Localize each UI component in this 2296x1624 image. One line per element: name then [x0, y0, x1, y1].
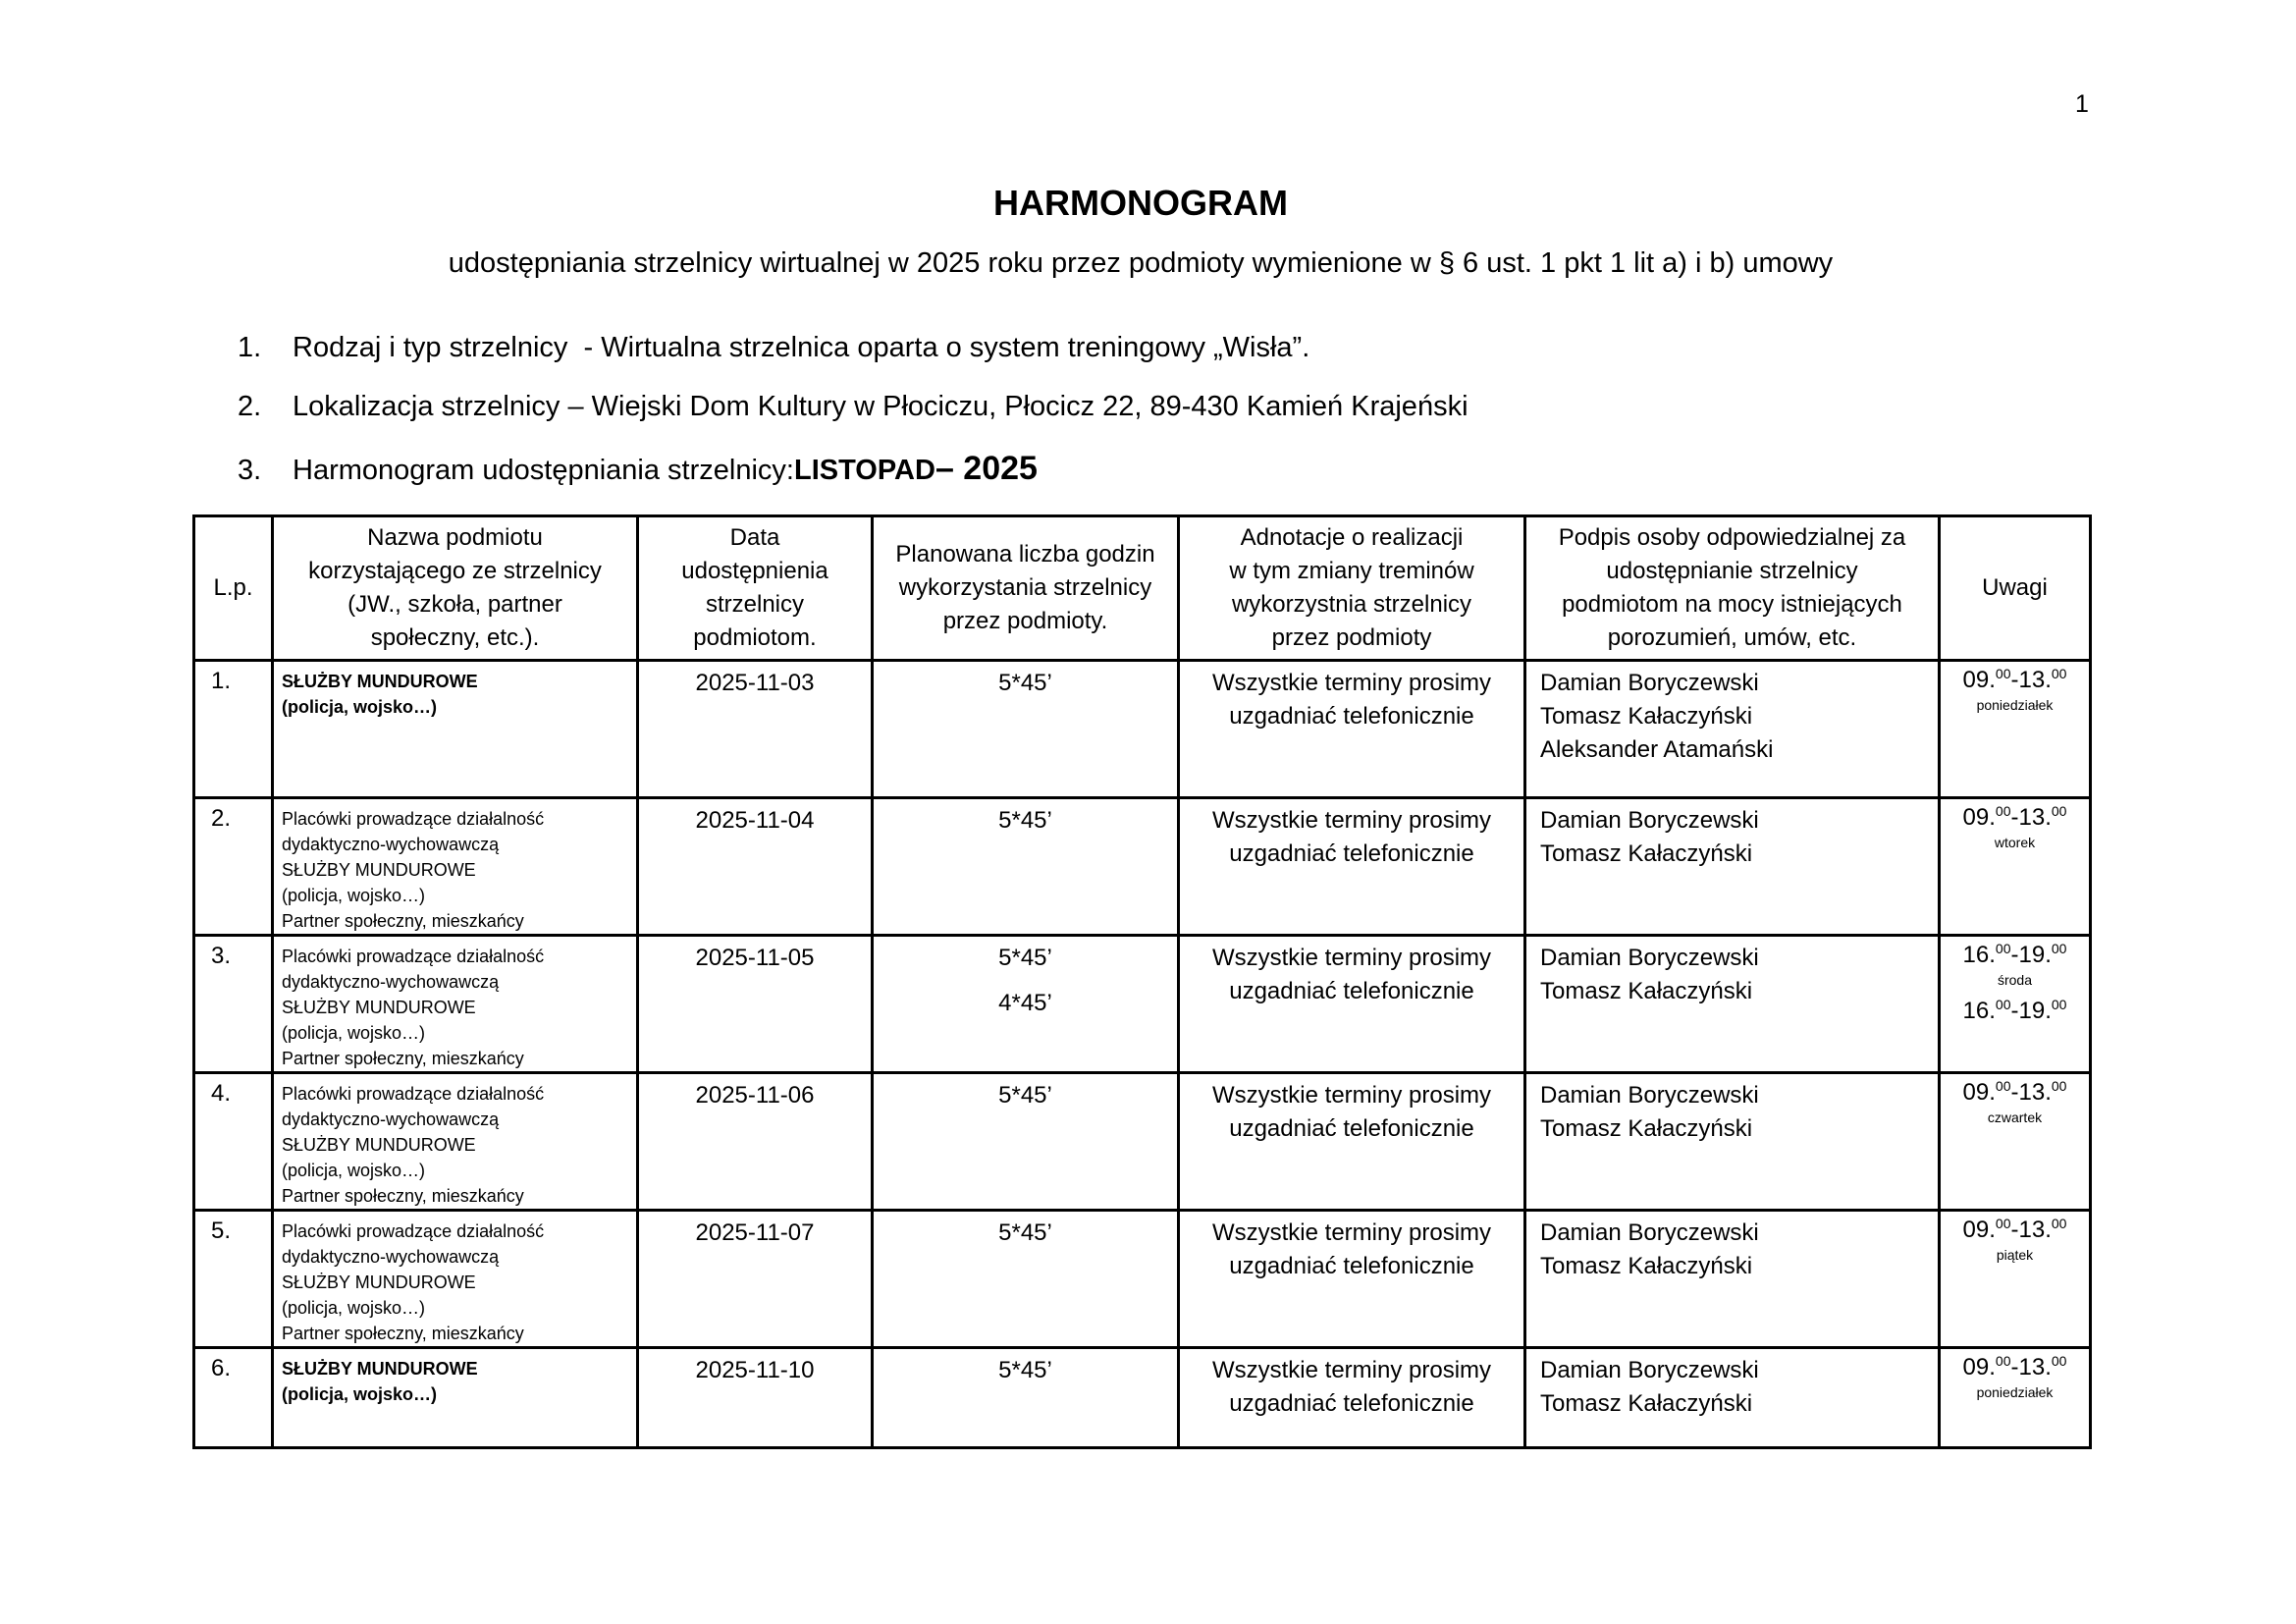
cell-annotations: [1179, 1073, 1525, 1211]
time-start-minutes: 00: [1995, 666, 2011, 681]
cell-planned-hours: [873, 1211, 1179, 1348]
time-end: -13.: [2010, 1217, 2052, 1243]
time-end-minutes: 00: [2051, 1353, 2067, 1369]
cell-subject: [273, 1211, 638, 1348]
subject-line: (policja, wojsko…): [282, 697, 438, 717]
cell-row-number: 3.: [194, 936, 273, 1073]
hours-value: 5*45’: [998, 1219, 1052, 1246]
cell-row-number: 4.: [194, 1073, 273, 1211]
subject-line: SŁUŻBY MUNDUROWE: [282, 998, 476, 1017]
time-start: 09.: [1962, 1079, 1996, 1106]
time-range: [1942, 942, 2088, 969]
cell-planned-hours: [873, 661, 1179, 798]
cell-remarks: [1940, 1073, 2091, 1211]
table-row: [194, 1073, 2091, 1211]
column-header: Podpis osoby odpowiedzialnej za udostępnianie strzelnicy podmiotom na mocy istniejących porozumień, umów, etc.: [1525, 516, 1940, 661]
document-subtitle: udostępniania strzelnicy wirtualnej w 2025 roku przez podmioty wymienione w § 6 ust. 1 pkt 1 lit a) i b) umowy: [448, 247, 1834, 279]
annotation-line: Wszystkie terminy prosimy: [1211, 945, 1492, 971]
schedule-table: [192, 514, 2092, 1449]
column-header: Adnotacje o realizacji w tym zmiany treminów wykorzystnia strzelnicy przez podmioty: [1179, 516, 1525, 661]
subject-line: SŁUŻBY MUNDUROWE: [282, 1359, 478, 1379]
signature-name: Aleksander Atamański: [1540, 736, 1774, 763]
cell-subject: [273, 1348, 638, 1448]
cell-row-number: 5.: [194, 1211, 273, 1348]
time-end: -19.: [2010, 942, 2052, 968]
subject-line: (policja, wojsko…): [282, 1161, 426, 1180]
table-body: [194, 661, 2091, 1448]
time-start-minutes: 00: [1995, 1216, 2011, 1231]
column-header: Planowana liczba godzin wykorzystania strzelnicy przez podmioty.: [873, 516, 1179, 661]
annotation-line: uzgadniać telefonicznie: [1229, 1390, 1474, 1417]
cell-subject: [273, 661, 638, 798]
time-range: [1942, 1354, 2088, 1381]
signature-name: Damian Boryczewski: [1540, 1219, 1759, 1246]
cell-subject: [273, 1073, 638, 1211]
subject-line: Partner społeczny, mieszkańcy: [282, 1049, 524, 1068]
cell-row-number: 6.: [194, 1348, 273, 1448]
time-start-minutes: 00: [1995, 1078, 2011, 1094]
subject-line: Placówki prowadzące działalność: [282, 1084, 545, 1104]
subject-line: Placówki prowadzące działalność: [282, 1221, 545, 1241]
cell-annotations: [1179, 798, 1525, 936]
cell-planned-hours: [873, 1073, 1179, 1211]
subject-line: Placówki prowadzące działalność: [282, 809, 545, 829]
table-row: [194, 1348, 2091, 1448]
cell-signatures: [1525, 798, 1940, 936]
signature-name: Damian Boryczewski: [1540, 807, 1759, 834]
subject-line: (policja, wojsko…): [282, 1384, 438, 1404]
subject-line: SŁUŻBY MUNDUROWE: [282, 860, 476, 880]
schedule-month-label: LISTOPAD: [793, 455, 935, 486]
subject-line: SŁUŻBY MUNDUROWE: [282, 1272, 476, 1292]
annotation-line: uzgadniać telefonicznie: [1229, 1115, 1474, 1142]
day-label: środa: [1997, 972, 2033, 988]
time-end: -19.: [2010, 998, 2052, 1024]
subject-line: Partner społeczny, mieszkańcy: [282, 1324, 524, 1343]
cell-row-number: 2.: [194, 798, 273, 936]
cell-signatures: [1525, 1073, 1940, 1211]
time-end-minutes: 00: [2051, 666, 2067, 681]
cell-annotations: [1179, 661, 1525, 798]
annotation-line: Wszystkie terminy prosimy: [1211, 670, 1492, 696]
hours-value: 5*45’: [998, 1082, 1052, 1109]
signature-name: Tomasz Kałaczyński: [1540, 1115, 1753, 1142]
list-item-schedule-month: [238, 450, 1468, 488]
cell-remarks: [1940, 661, 2091, 798]
subject-line: dydaktyczno-wychowawczą: [282, 1247, 500, 1267]
cell-signatures: [1525, 1348, 1940, 1448]
hours-value: 5*45’: [998, 807, 1052, 834]
day-label: czwartek: [1987, 1110, 2043, 1125]
cell-annotations: [1179, 936, 1525, 1073]
time-end: -13.: [2010, 804, 2052, 831]
signature-name: Tomasz Kałaczyński: [1540, 840, 1753, 867]
column-header: Data udostępnienia strzelnicy podmiotom.: [638, 516, 873, 661]
time-start: 09.: [1962, 804, 1996, 831]
cell-remarks: [1940, 936, 2091, 1073]
signature-name: Damian Boryczewski: [1540, 670, 1759, 696]
time-end: -13.: [2010, 1354, 2052, 1380]
cell-signatures: [1525, 1211, 1940, 1348]
time-end-minutes: 00: [2051, 1216, 2067, 1231]
cell-subject: [273, 936, 638, 1073]
table-row: [194, 1211, 2091, 1348]
column-header: Uwagi: [1940, 516, 2091, 661]
cell-row-number: 1.: [194, 661, 273, 798]
time-start: 09.: [1962, 667, 1996, 693]
schedule-year-label: – 2025: [934, 450, 1038, 487]
table-row: [194, 936, 2091, 1073]
cell-annotations: [1179, 1211, 1525, 1348]
subject-line: Partner społeczny, mieszkańcy: [282, 1186, 524, 1206]
list-item-number: 2.: [238, 391, 262, 422]
annotation-line: Wszystkie terminy prosimy: [1211, 807, 1492, 834]
table-row: [194, 798, 2091, 936]
subject-line: Partner społeczny, mieszkańcy: [282, 911, 524, 931]
signature-name: Tomasz Kałaczyński: [1540, 1390, 1753, 1417]
intro-list: [238, 332, 1468, 514]
signature-name: Damian Boryczewski: [1540, 1082, 1759, 1109]
time-end-minutes: 00: [2051, 1078, 2067, 1094]
time-end-minutes: 00: [2051, 997, 2067, 1012]
annotation-line: uzgadniać telefonicznie: [1229, 703, 1474, 730]
cell-signatures: [1525, 661, 1940, 798]
cell-date: 2025-11-05: [638, 936, 873, 1073]
cell-date: 2025-11-03: [638, 661, 873, 798]
cell-date: 2025-11-06: [638, 1073, 873, 1211]
annotation-line: Wszystkie terminy prosimy: [1211, 1082, 1492, 1109]
subject-line: Placówki prowadzące działalność: [282, 947, 545, 966]
cell-date: 2025-11-07: [638, 1211, 873, 1348]
subject-line: dydaktyczno-wychowawczą: [282, 835, 500, 854]
annotation-line: uzgadniać telefonicznie: [1229, 840, 1474, 867]
time-start-minutes: 00: [1995, 997, 2011, 1012]
cell-planned-hours: [873, 798, 1179, 936]
table-row: [194, 661, 2091, 798]
hours-value: 5*45’: [998, 670, 1052, 696]
cell-subject: [273, 798, 638, 936]
time-start: 09.: [1962, 1217, 1996, 1243]
time-range: [1942, 1217, 2088, 1244]
list-item-number: 3.: [238, 455, 262, 486]
subject-line: (policja, wojsko…): [282, 886, 426, 905]
signature-name: Tomasz Kałaczyński: [1540, 703, 1753, 730]
cell-remarks: [1940, 1348, 2091, 1448]
hours-value: 5*45’: [998, 945, 1052, 971]
signature-name: Tomasz Kałaczyński: [1540, 978, 1753, 1004]
column-header: Nazwa podmiotu korzystającego ze strzelnicy (JW., szkoła, partner społeczny, etc.).: [273, 516, 638, 661]
table-header-row: [194, 516, 2091, 661]
time-range: [1942, 998, 2088, 1025]
subject-line: SŁUŻBY MUNDUROWE: [282, 672, 478, 691]
time-range: [1942, 667, 2088, 694]
time-start: 16.: [1962, 998, 1996, 1024]
subject-line: dydaktyczno-wychowawczą: [282, 1110, 500, 1129]
hours-value: 5*45’: [998, 1357, 1052, 1383]
list-item-text: Rodzaj i typ strzelnicy - Wirtualna strzelnica oparta o system treningowy „Wisła”.: [293, 332, 1310, 363]
time-end-minutes: 00: [2051, 941, 2067, 956]
time-range: [1942, 1079, 2088, 1107]
annotation-line: uzgadniać telefonicznie: [1229, 1253, 1474, 1279]
cell-date: 2025-11-04: [638, 798, 873, 936]
time-start: 09.: [1962, 1354, 1996, 1380]
annotation-line: Wszystkie terminy prosimy: [1211, 1219, 1492, 1246]
time-start: 16.: [1962, 942, 1996, 968]
day-label: wtorek: [1994, 835, 2036, 850]
subject-line: dydaktyczno-wychowawczą: [282, 972, 500, 992]
time-start-minutes: 00: [1995, 803, 2011, 819]
list-item-shooting-range-type: [238, 332, 1468, 364]
subject-line: SŁUŻBY MUNDUROWE: [282, 1135, 476, 1155]
time-start-minutes: 00: [1995, 941, 2011, 956]
column-header: L.p.: [194, 516, 273, 661]
list-item-text: Lokalizacja strzelnicy – Wiejski Dom Kultury w Płociczu, Płocicz 22, 89-430 Kamień Krajeński: [293, 391, 1468, 422]
page-number: 1: [2075, 90, 2089, 118]
cell-remarks: [1940, 1211, 2091, 1348]
time-start-minutes: 00: [1995, 1353, 2011, 1369]
day-label: poniedziałek: [1976, 1384, 2054, 1400]
time-end-minutes: 00: [2051, 803, 2067, 819]
signature-name: Damian Boryczewski: [1540, 945, 1759, 971]
subject-line: (policja, wojsko…): [282, 1298, 426, 1318]
document-title: HARMONOGRAM: [993, 183, 1288, 223]
list-item-location: [238, 391, 1468, 423]
signature-name: Damian Boryczewski: [1540, 1357, 1759, 1383]
time-range: [1942, 804, 2088, 832]
day-label: poniedziałek: [1976, 697, 2054, 713]
table-head: [194, 516, 2091, 661]
cell-planned-hours: [873, 1348, 1179, 1448]
time-end: -13.: [2010, 1079, 2052, 1106]
hours-value: 4*45’: [998, 990, 1052, 1016]
annotation-line: Wszystkie terminy prosimy: [1211, 1357, 1492, 1383]
signature-name: Tomasz Kałaczyński: [1540, 1253, 1753, 1279]
subject-line: (policja, wojsko…): [282, 1023, 426, 1043]
cell-remarks: [1940, 798, 2091, 936]
cell-signatures: [1525, 936, 1940, 1073]
list-item-number: 1.: [238, 332, 262, 363]
day-label: piątek: [1996, 1247, 2034, 1263]
time-end: -13.: [2010, 667, 2052, 693]
cell-annotations: [1179, 1348, 1525, 1448]
list-item-text: Harmonogram udostępniania strzelnicy:: [293, 455, 794, 486]
cell-planned-hours: [873, 936, 1179, 1073]
cell-date: 2025-11-10: [638, 1348, 873, 1448]
annotation-line: uzgadniać telefonicznie: [1229, 978, 1474, 1004]
